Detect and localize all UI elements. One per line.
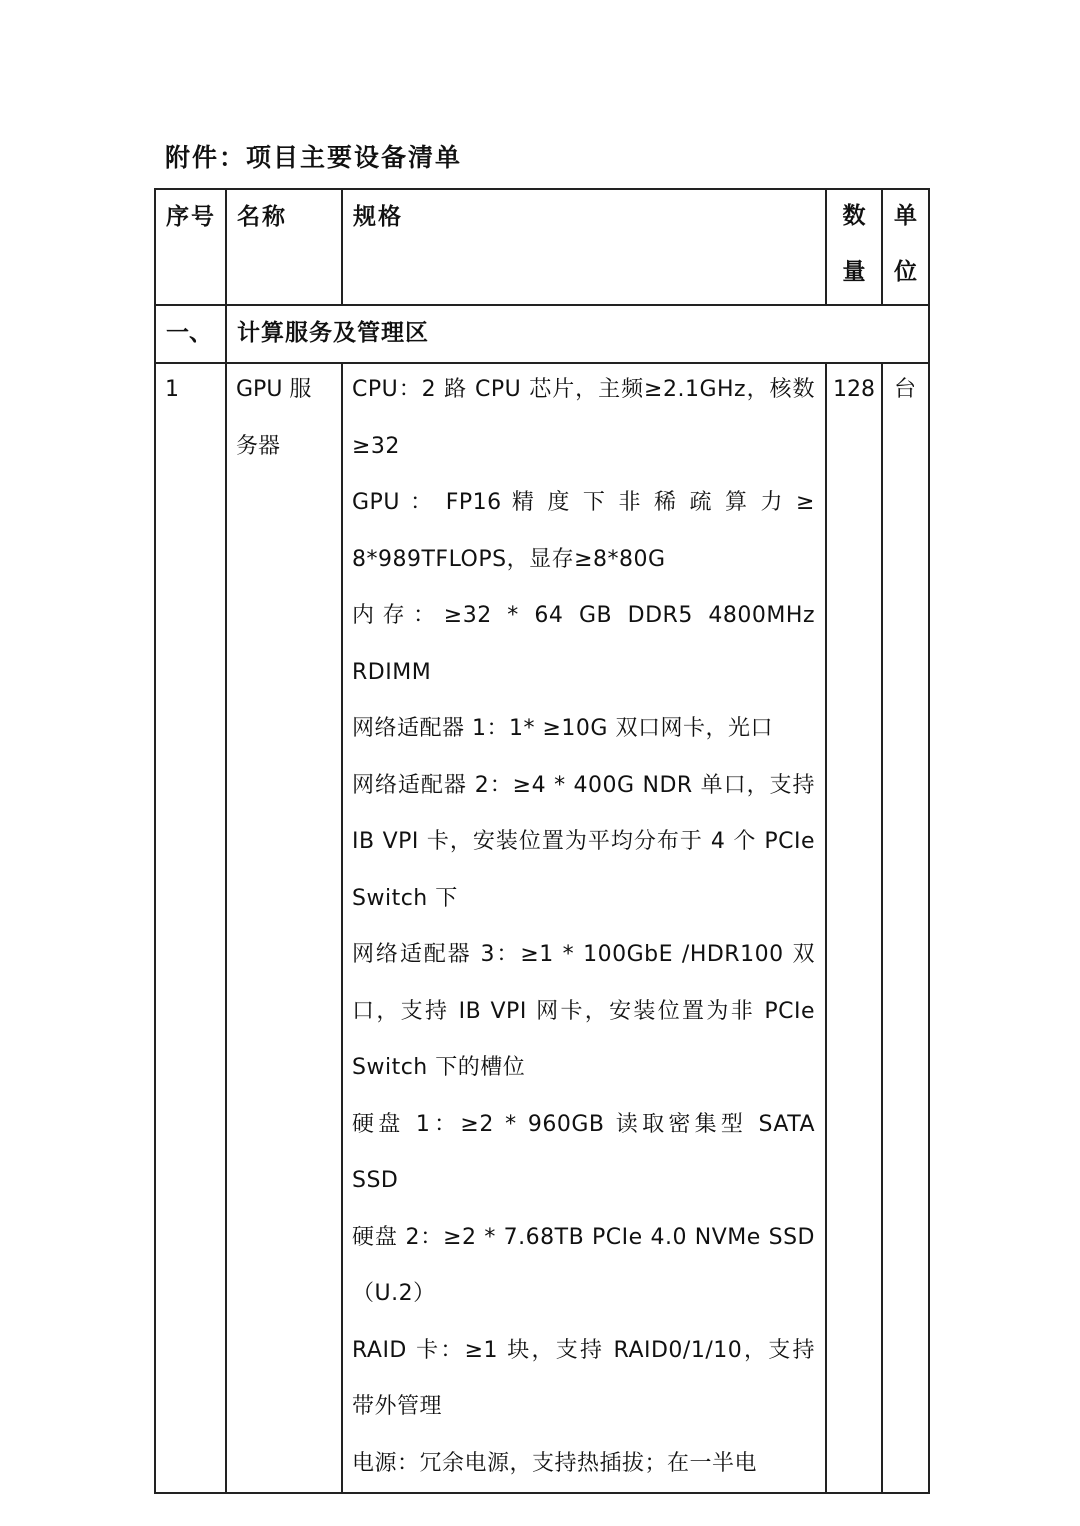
header-cell-unit (882, 189, 929, 305)
table-row (155, 363, 929, 1493)
header-qty-char-2: 量 (842, 259, 866, 285)
spec-line-disk-2: 硬盘 2：≥2 * 7.68TB PCIe 4.0 NVMe SSD（U.2） (352, 1224, 815, 1306)
section-no: 一、 (166, 320, 212, 346)
header-name: 名称 (237, 204, 287, 230)
section-row (155, 305, 929, 363)
header-unit-char-1: 单 (894, 203, 917, 229)
spec-line-gpu: GPU ： FP16 精 度 下 非 稀 疏 算 力 ≥ 8*989TFLOPS，显存≥8*80G (352, 490, 815, 572)
section-title: 计算服务及管理区 (237, 320, 429, 346)
spec-line-nic-1: 网络适配器 1：1* ≥10G 双口网卡，光口 (352, 716, 773, 741)
row-no: 1 (165, 377, 179, 402)
header-cell-spec (342, 189, 826, 305)
row-qty-cell (826, 363, 882, 1493)
header-spec: 规格 (353, 204, 403, 230)
row-spec-cell (342, 363, 826, 1493)
spec-line-nic-3: 网络适配器 3：≥1 * 100GbE /HDR100 双口，支持 IB VPI 网卡，安装位置为非 PCIe Switch 下的槽位 (352, 942, 815, 1080)
row-qty: 128 (833, 377, 875, 402)
row-name: GPU 服务器 (236, 377, 312, 459)
row-no-cell (155, 363, 226, 1493)
header-cell-qty (826, 189, 882, 305)
header-no: 序号 (166, 204, 216, 230)
spec-line-cpu: CPU：2 路 CPU 芯片，主频≥2.1GHz，核数≥32 (352, 377, 815, 459)
document-title: 附件：项目主要设备清单 (165, 143, 463, 172)
header-unit-char-2: 位 (894, 259, 917, 285)
row-unit-cell (882, 363, 929, 1493)
row-unit: 台 (894, 377, 917, 402)
row-spec (343, 362, 825, 1492)
section-title-cell (226, 305, 929, 363)
header-qty-char-1: 数 (842, 203, 866, 229)
header-cell-no (155, 189, 226, 305)
table-header-row (155, 189, 929, 305)
spec-line-disk-1: 硬盘 1：≥2 * 960GB 读取密集型 SATA SSD (352, 1111, 815, 1193)
spec-line-power: 电源：冗余电源，支持热插拔；在一半电 (352, 1450, 758, 1476)
header-cell-name (226, 189, 342, 305)
equipment-table (154, 188, 930, 1494)
header-qty (827, 176, 881, 300)
spec-line-nic-2: 网络适配器 2：≥4 * 400G NDR 单口，支持 IB VPI 卡，安装位置为平均分布于 4 个 PCIe Switch 下 (352, 772, 815, 911)
spec-line-raid: RAID 卡：≥1 块，支持 RAID0/1/10，支持带外管理 (352, 1337, 815, 1419)
row-name-cell (226, 363, 342, 1493)
header-unit (883, 176, 928, 300)
spec-line-memory: 内存：≥32 * 64 GB DDR5 4800MHz RDIMM (352, 603, 815, 685)
section-no-cell (155, 305, 226, 363)
